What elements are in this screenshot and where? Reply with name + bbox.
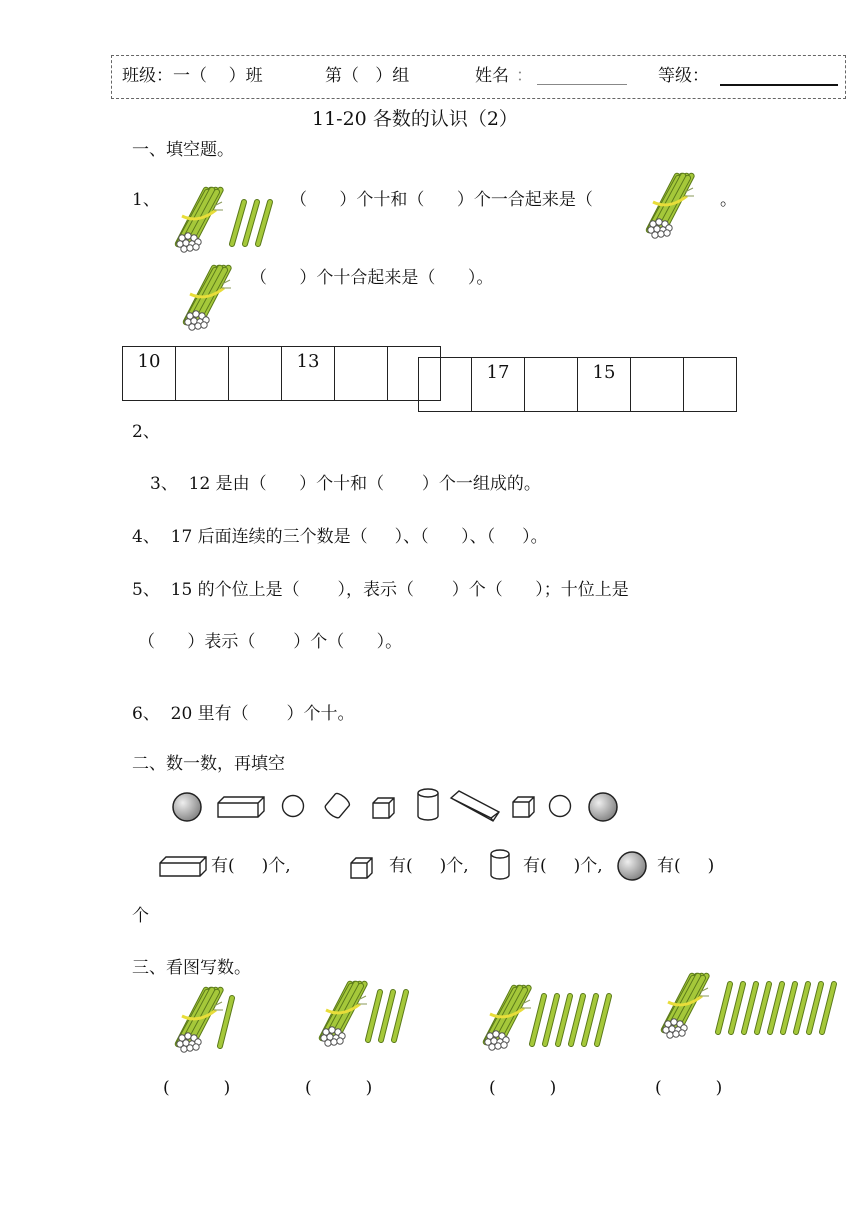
- section1-heading: 一、填空题。: [132, 140, 234, 160]
- cube-count-text: 有( )个,: [389, 856, 469, 876]
- cylinder-icon: [416, 788, 440, 822]
- stick-icon: [822, 984, 834, 1032]
- section2-heading: 二、数一数，再填空: [132, 754, 285, 774]
- q1-text-a: （ ）个十和（ ）个一合起来是（: [290, 190, 593, 210]
- grid-cell[interactable]: [684, 358, 737, 412]
- cylinder-icon: [489, 849, 511, 881]
- stick-bundle-icon: [656, 972, 716, 1040]
- q6-text: 6、 20 里有（ ）个十。: [132, 704, 355, 724]
- page-title: 11-20 各数的认识（2）: [312, 108, 518, 130]
- stick-icon: [731, 984, 743, 1032]
- sphere-icon: [617, 851, 649, 883]
- wrap-text: 个: [132, 906, 149, 926]
- stick-bundle-icon: [641, 172, 701, 240]
- grid-cell: 17: [472, 358, 525, 412]
- sphere-count-text: 有( ): [657, 856, 715, 876]
- class-label: 班级：一（ ）班: [122, 66, 263, 86]
- q3-text: 3、 12 是由（ ）个十和（ ）个一组成的。: [150, 474, 541, 494]
- number-grid-b: [418, 357, 737, 412]
- cuboid-tilted-icon: [449, 788, 501, 824]
- answer-blank-1[interactable]: ( ): [163, 1078, 231, 1098]
- stick-icon: [368, 992, 380, 1040]
- stick-icon: [770, 984, 782, 1032]
- q5-line2: （ ）表示（ ）个（ ）。: [138, 632, 403, 652]
- q2-number: 2、: [132, 422, 160, 442]
- stick-icon: [220, 998, 232, 1046]
- stick-icon: [597, 996, 609, 1044]
- circle-icon: [281, 794, 305, 818]
- stick-icon: [258, 202, 270, 244]
- stick-icon: [809, 984, 821, 1032]
- group-label: 第（ ）组: [325, 66, 410, 86]
- grid-cell: 13: [282, 347, 335, 401]
- stick-icon: [558, 996, 570, 1044]
- stick-icon: [532, 996, 544, 1044]
- stick-icon: [796, 984, 808, 1032]
- cylinder-tilted-icon: [322, 793, 352, 819]
- stick-icon: [245, 202, 257, 244]
- cube-icon: [512, 796, 536, 818]
- single-sticks-icon: [362, 986, 422, 1046]
- stick-icon: [757, 984, 769, 1032]
- q1-end: 。: [720, 190, 737, 210]
- sphere-icon: [172, 792, 204, 824]
- name-label: 姓名: [475, 66, 509, 86]
- grid-cell: 10: [123, 347, 176, 401]
- cylinder-count-text: 有( )个,: [523, 856, 603, 876]
- single-sticks-icon: [712, 978, 834, 1038]
- grade-field[interactable]: [720, 66, 838, 86]
- grid-cell[interactable]: [388, 347, 441, 401]
- number-grid-a: [122, 346, 441, 401]
- answer-blank-2[interactable]: ( ): [305, 1078, 373, 1098]
- grid-cell[interactable]: [335, 347, 388, 401]
- stick-icon: [783, 984, 795, 1032]
- q4-text: 4、 17 后面连续的三个数是（ ）、（ ）、（ ）。: [132, 527, 548, 547]
- answer-blank-4[interactable]: ( ): [655, 1078, 723, 1098]
- cube-icon: [350, 857, 374, 879]
- grid-cell[interactable]: [229, 347, 282, 401]
- name-field[interactable]: [537, 66, 627, 85]
- cuboid-icon: [216, 795, 266, 819]
- cuboid-icon: [158, 856, 208, 878]
- stick-bundle-icon: [170, 186, 230, 254]
- grid-cell: 15: [578, 358, 631, 412]
- section3-heading: 三、看图写数。: [132, 958, 251, 978]
- stick-icon: [394, 992, 406, 1040]
- single-sticks-icon: [226, 196, 281, 250]
- cuboid-count-text: 有( )个,: [211, 856, 307, 876]
- stick-icon: [381, 992, 393, 1040]
- grade-label: 等级：: [658, 66, 709, 86]
- stick-icon: [571, 996, 583, 1044]
- stick-icon: [545, 996, 557, 1044]
- circle-icon: [548, 794, 572, 818]
- stick-icon: [718, 984, 730, 1032]
- grid-cell[interactable]: [176, 347, 229, 401]
- q5-line1: 5、 15 的个位上是（ ），表示（ ）个（ ）；十位上是: [132, 580, 629, 600]
- q1-text-b: （ ）个十合起来是（ ）。: [250, 268, 494, 288]
- cube-icon: [372, 797, 396, 819]
- stick-icon: [744, 984, 756, 1032]
- q1-number: 1、: [132, 190, 160, 210]
- stick-bundle-icon: [178, 264, 238, 332]
- answer-blank-3[interactable]: ( ): [489, 1078, 557, 1098]
- stick-icon: [584, 996, 596, 1044]
- grid-cell[interactable]: [631, 358, 684, 412]
- stick-icon: [232, 202, 244, 244]
- single-sticks-icon: [526, 990, 621, 1050]
- grid-cell[interactable]: [525, 358, 578, 412]
- sphere-icon: [588, 792, 620, 824]
- single-sticks-icon: [214, 992, 244, 1052]
- name-colon: ：: [516, 66, 533, 86]
